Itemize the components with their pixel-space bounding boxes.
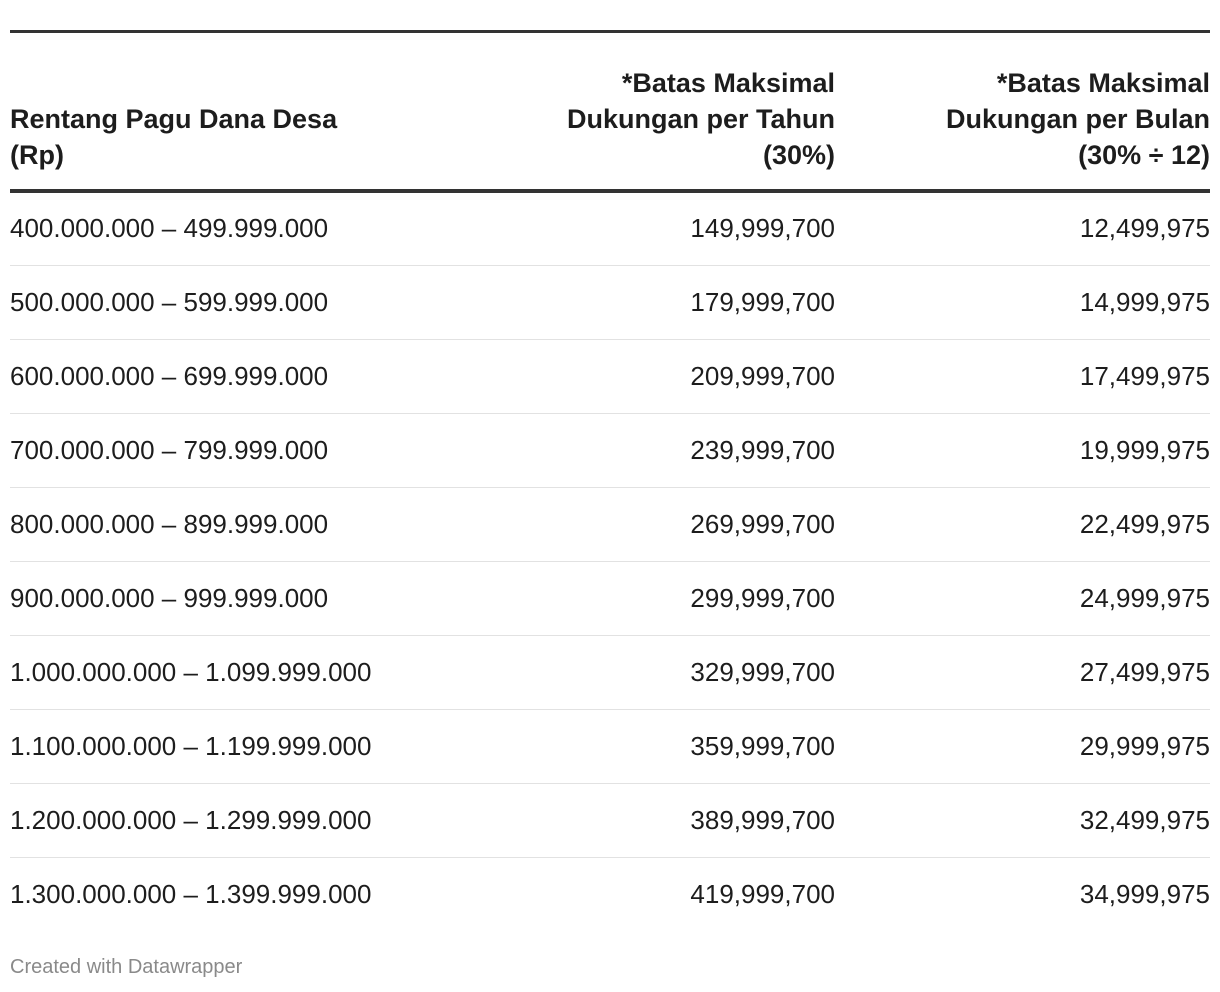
- table-cell-col-2: 419,999,700: [690, 878, 835, 909]
- table-cell-col-3: 29,999,975: [1079, 730, 1210, 761]
- column-header-line: (30% ÷ 12): [1078, 140, 1210, 170]
- table-cell-col-2: 149,999,700: [690, 213, 835, 244]
- data-table-container: [10, 30, 1210, 931]
- table-row: [10, 487, 1210, 561]
- table-cell-col-1: 600.000.000 – 699.999.000: [10, 360, 329, 391]
- table-cell-col-1: 800.000.000 – 899.999.000: [10, 508, 329, 539]
- table-cell-col-1: 500.000.000 – 599.999.000: [10, 286, 329, 317]
- table-cell-col-3: 32,499,975: [1079, 804, 1210, 835]
- table-cell-col-1: 900.000.000 – 999.999.000: [10, 582, 329, 613]
- column-header-line: *Batas Maksimal: [621, 68, 835, 98]
- table-cell-col-1: 1.300.000.000 – 1.399.999.000: [10, 878, 372, 909]
- table-cell-col-1: 1.200.000.000 – 1.299.999.000: [10, 804, 372, 835]
- table-cell-col-2: 389,999,700: [690, 804, 835, 835]
- table-body: [10, 191, 1210, 931]
- table-cell-col-2: 239,999,700: [690, 434, 835, 465]
- data-table: [10, 30, 1210, 931]
- column-header-3: [835, 32, 1210, 192]
- table-row: [10, 339, 1210, 413]
- table-cell-col-2: 269,999,700: [690, 508, 835, 539]
- table-row: [10, 709, 1210, 783]
- table-cell-col-1: 1.000.000.000 – 1.099.999.000: [10, 656, 372, 687]
- table-cell-col-3: 17,499,975: [1079, 360, 1210, 391]
- header-row: [10, 32, 1210, 192]
- table-row: [10, 635, 1210, 709]
- table-cell-col-1: 400.000.000 – 499.999.000: [10, 213, 329, 244]
- table-cell-col-3: 27,499,975: [1079, 656, 1210, 687]
- column-header-line: (30%): [762, 140, 835, 170]
- table-row: [10, 191, 1210, 265]
- table-row: [10, 857, 1210, 931]
- column-header-1: [10, 32, 550, 192]
- table-cell-col-3: 22,499,975: [1079, 508, 1210, 539]
- table-cell-col-2: 179,999,700: [690, 286, 835, 317]
- column-header-line: Dukungan per Tahun: [567, 104, 835, 134]
- column-header-line: Rentang Pagu Dana Desa: [10, 104, 338, 134]
- table-cell-col-1: 700.000.000 – 799.999.000: [10, 434, 329, 465]
- table-cell-col-3: 12,499,975: [1079, 213, 1210, 244]
- table-row: [10, 265, 1210, 339]
- table-cell-col-2: 359,999,700: [690, 730, 835, 761]
- table-cell-col-1: 1.100.000.000 – 1.199.999.000: [10, 730, 372, 761]
- column-header-2: [550, 32, 835, 192]
- table-cell-col-3: 24,999,975: [1079, 582, 1210, 613]
- footer-credit: Created with Datawrapper: [10, 956, 243, 978]
- column-header-line: (Rp): [10, 140, 64, 170]
- table-cell-col-2: 209,999,700: [690, 360, 835, 391]
- column-header-line: *Batas Maksimal: [996, 68, 1210, 98]
- table-cell-col-2: 299,999,700: [690, 582, 835, 613]
- table-cell-col-3: 34,999,975: [1079, 878, 1210, 909]
- table-row: [10, 783, 1210, 857]
- table-cell-col-2: 329,999,700: [690, 656, 835, 687]
- table-header: [10, 32, 1210, 192]
- table-row: [10, 561, 1210, 635]
- table-cell-col-3: 19,999,975: [1079, 434, 1210, 465]
- table-row: [10, 413, 1210, 487]
- column-header-line: Dukungan per Bulan: [945, 104, 1210, 134]
- table-cell-col-3: 14,999,975: [1079, 286, 1210, 317]
